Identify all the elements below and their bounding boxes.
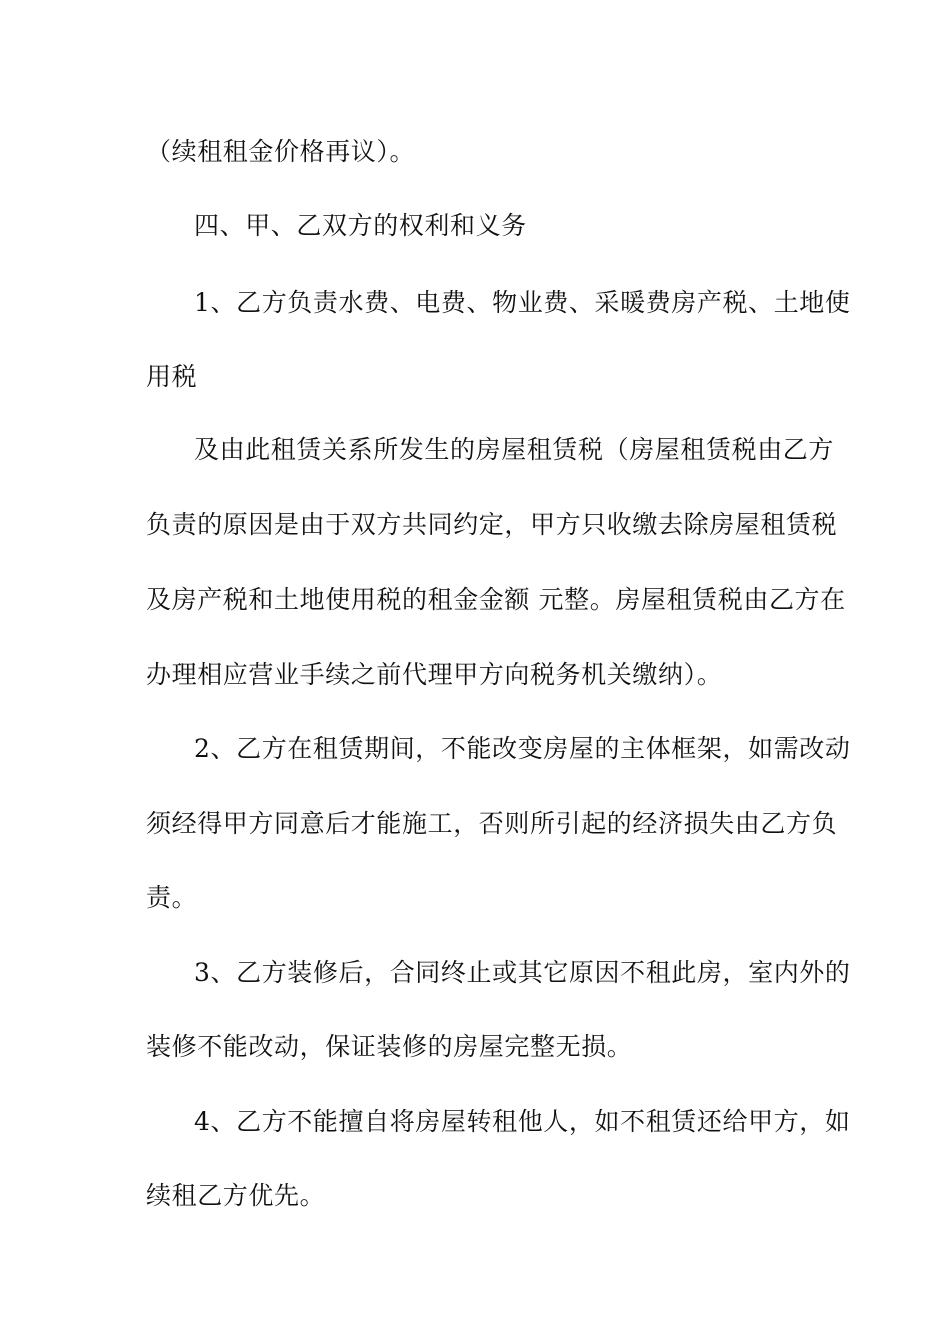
clause-2-line-2: 须经得甲方同意后才能施工，否则所引起的经济损失由乙方负 — [146, 809, 838, 838]
clause-3-line-1: 3、乙方装修后，合同终止或其它原因不租此房，室内外的 — [194, 958, 851, 987]
clause-2-line-1: 2、乙方在租赁期间，不能改变房屋的主体框架，如需改动 — [194, 734, 851, 763]
clause-1-line-3: 及由此租赁关系所发生的房屋租赁税（房屋租赁税由乙方 — [194, 435, 835, 464]
text-line-renewal-note: （续租租金价格再议）。 — [146, 137, 416, 166]
clause-1-line-2: 用税 — [146, 362, 198, 391]
clause-2-line-3: 责。 — [146, 883, 198, 912]
clause-1-line-4: 负责的原因是由于双方共同约定，甲方只收缴去除房屋租赁税 — [146, 510, 838, 539]
clause-1-line-1: 1、乙方负责水费、电费、物业费、采暖费房产税、土地使 — [194, 288, 851, 317]
clause-4-line-1: 4、乙方不能擅自将房屋转租他人，如不租赁还给甲方，如 — [194, 1107, 851, 1136]
section-heading-rights-obligations: 四、甲、乙双方的权利和义务 — [194, 211, 527, 240]
clause-3-line-2: 装修不能改动，保证装修的房屋完整无损。 — [146, 1032, 633, 1061]
clause-1-line-6: 办理相应营业手续之前代理甲方向税务机关缴纳）。 — [146, 660, 723, 689]
clause-1-line-5: 及房产税和土地使用税的租金金额 元整。房屋租赁税由乙方在 — [146, 585, 846, 614]
clause-4-line-2: 续租乙方优先。 — [146, 1181, 326, 1210]
